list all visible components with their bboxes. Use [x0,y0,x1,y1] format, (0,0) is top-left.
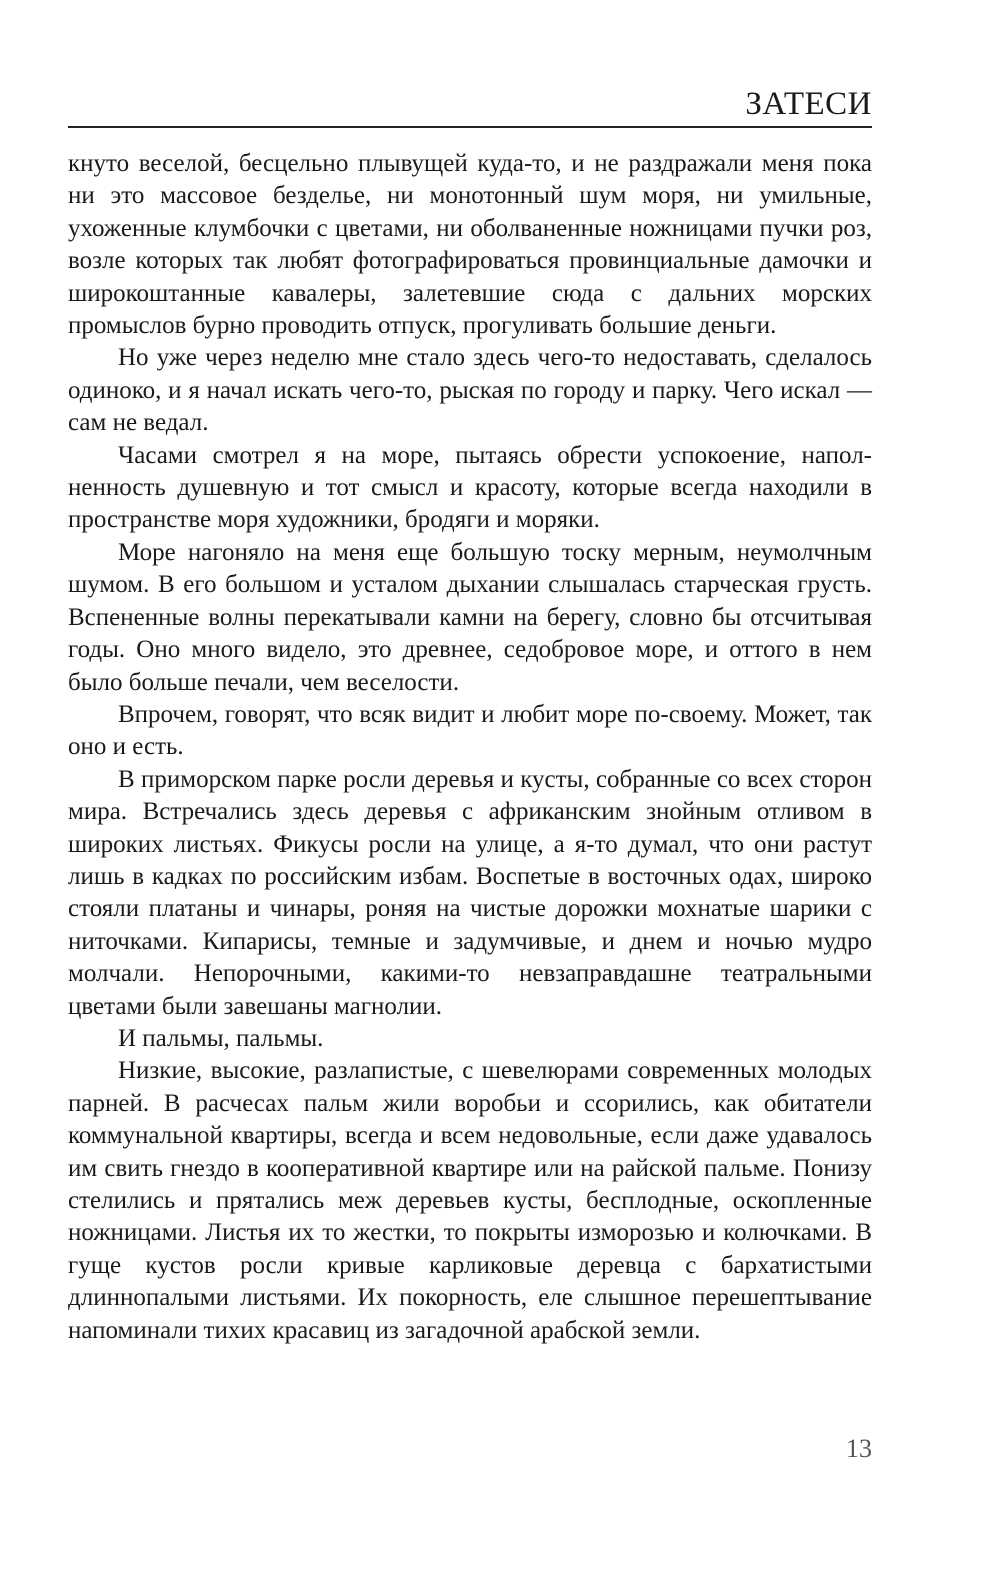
paragraph: Впрочем, говорят, что всяк видит и любит море по-своему. Может, так оно и есть. [68,700,872,761]
header-rule [68,126,872,128]
paragraph: Но уже через неделю мне стало здесь чего-то недоставать, сделалось одиноко, и я начал искать чего-то, рыская по городу и парку. Чего искал — сам не ведал. [68,344,872,437]
page-number: 13 [846,1434,872,1463]
body-text [68,148,872,1347]
paragraph: Море нагоняло на меня еще большую тоску мерным, неумолчным шумом. В его большом и усталом дыхании слышалась старческая грусть. Вспененные волны перекатывали камни на берегу, словно бы отсчитывая годы. Оно много видело, это древнее, седобровое море, и оттого в нем было больше печали, чем веселости. [68,538,872,696]
paragraph: Низкие, высокие, разлапистые, с шевелюрами современных молодых парней. В расчесах пальм жили воробьи и ссорились, как обитатели коммунальной квартиры, всегда и всем недовольные, если даже удавалось им свить гнездо в кооперативной квартире или на райской пальме. Понизу стелились и прятались меж деревьев кусты, бесплодные, оскопленные ножницами. Листья их то жестки, то покрыты изморозью и колючками. В гуще кустов росли кривые карликовые деревца с бархатистыми длиннопалыми листьями. Их покорность, еле слышное перешептывание напоминали тихих красавиц из загадочной арабской земли. [68,1057,872,1344]
paragraph: кнуто веселой, бесцельно плывущей куда-то, и не раздражали меня пока ни это массовое безделье, ни монотонный шум моря, ни умильные, ухоженные клумбочки с цветами, ни оболваненные ножницами пучки роз, возле которых так любят фотографироваться провинциальные дамочки и широкоштанные кавалеры, залетевшие сюда с дальних морских промыслов бурно проводить отпуск, прогуливать большие деньги. [68,150,872,340]
paragraph: И пальмы, пальмы. [118,1024,324,1052]
paragraph: В приморском парке росли деревья и кусты, собранные со всех сторон мира. Встречались здесь деревья с африканским знойным отливом в широких листьях. Фикусы росли на улице, а я-то думал, что они растут лишь в кадках по российским избам. Воспетые в восточных одах, широко стояли платаны и чинары, роняя на чистые дорожки мохнатые шарики с ниточками. Кипарисы, темные и задумчивые, и днем и ночью мудро молчали. Непорочными, какими-то невзаправдашне театральными цветами были завешаны магнолии. [68,765,872,1020]
paragraph: Часами смотрел я на море, пытаясь обрести успокоение, наполненность душевную и тот смысл и красоту, которые всегда находили в пространстве моря художники, бродяги и моряки. [68,441,872,534]
running-head: ЗАТЕСИ [745,86,872,122]
